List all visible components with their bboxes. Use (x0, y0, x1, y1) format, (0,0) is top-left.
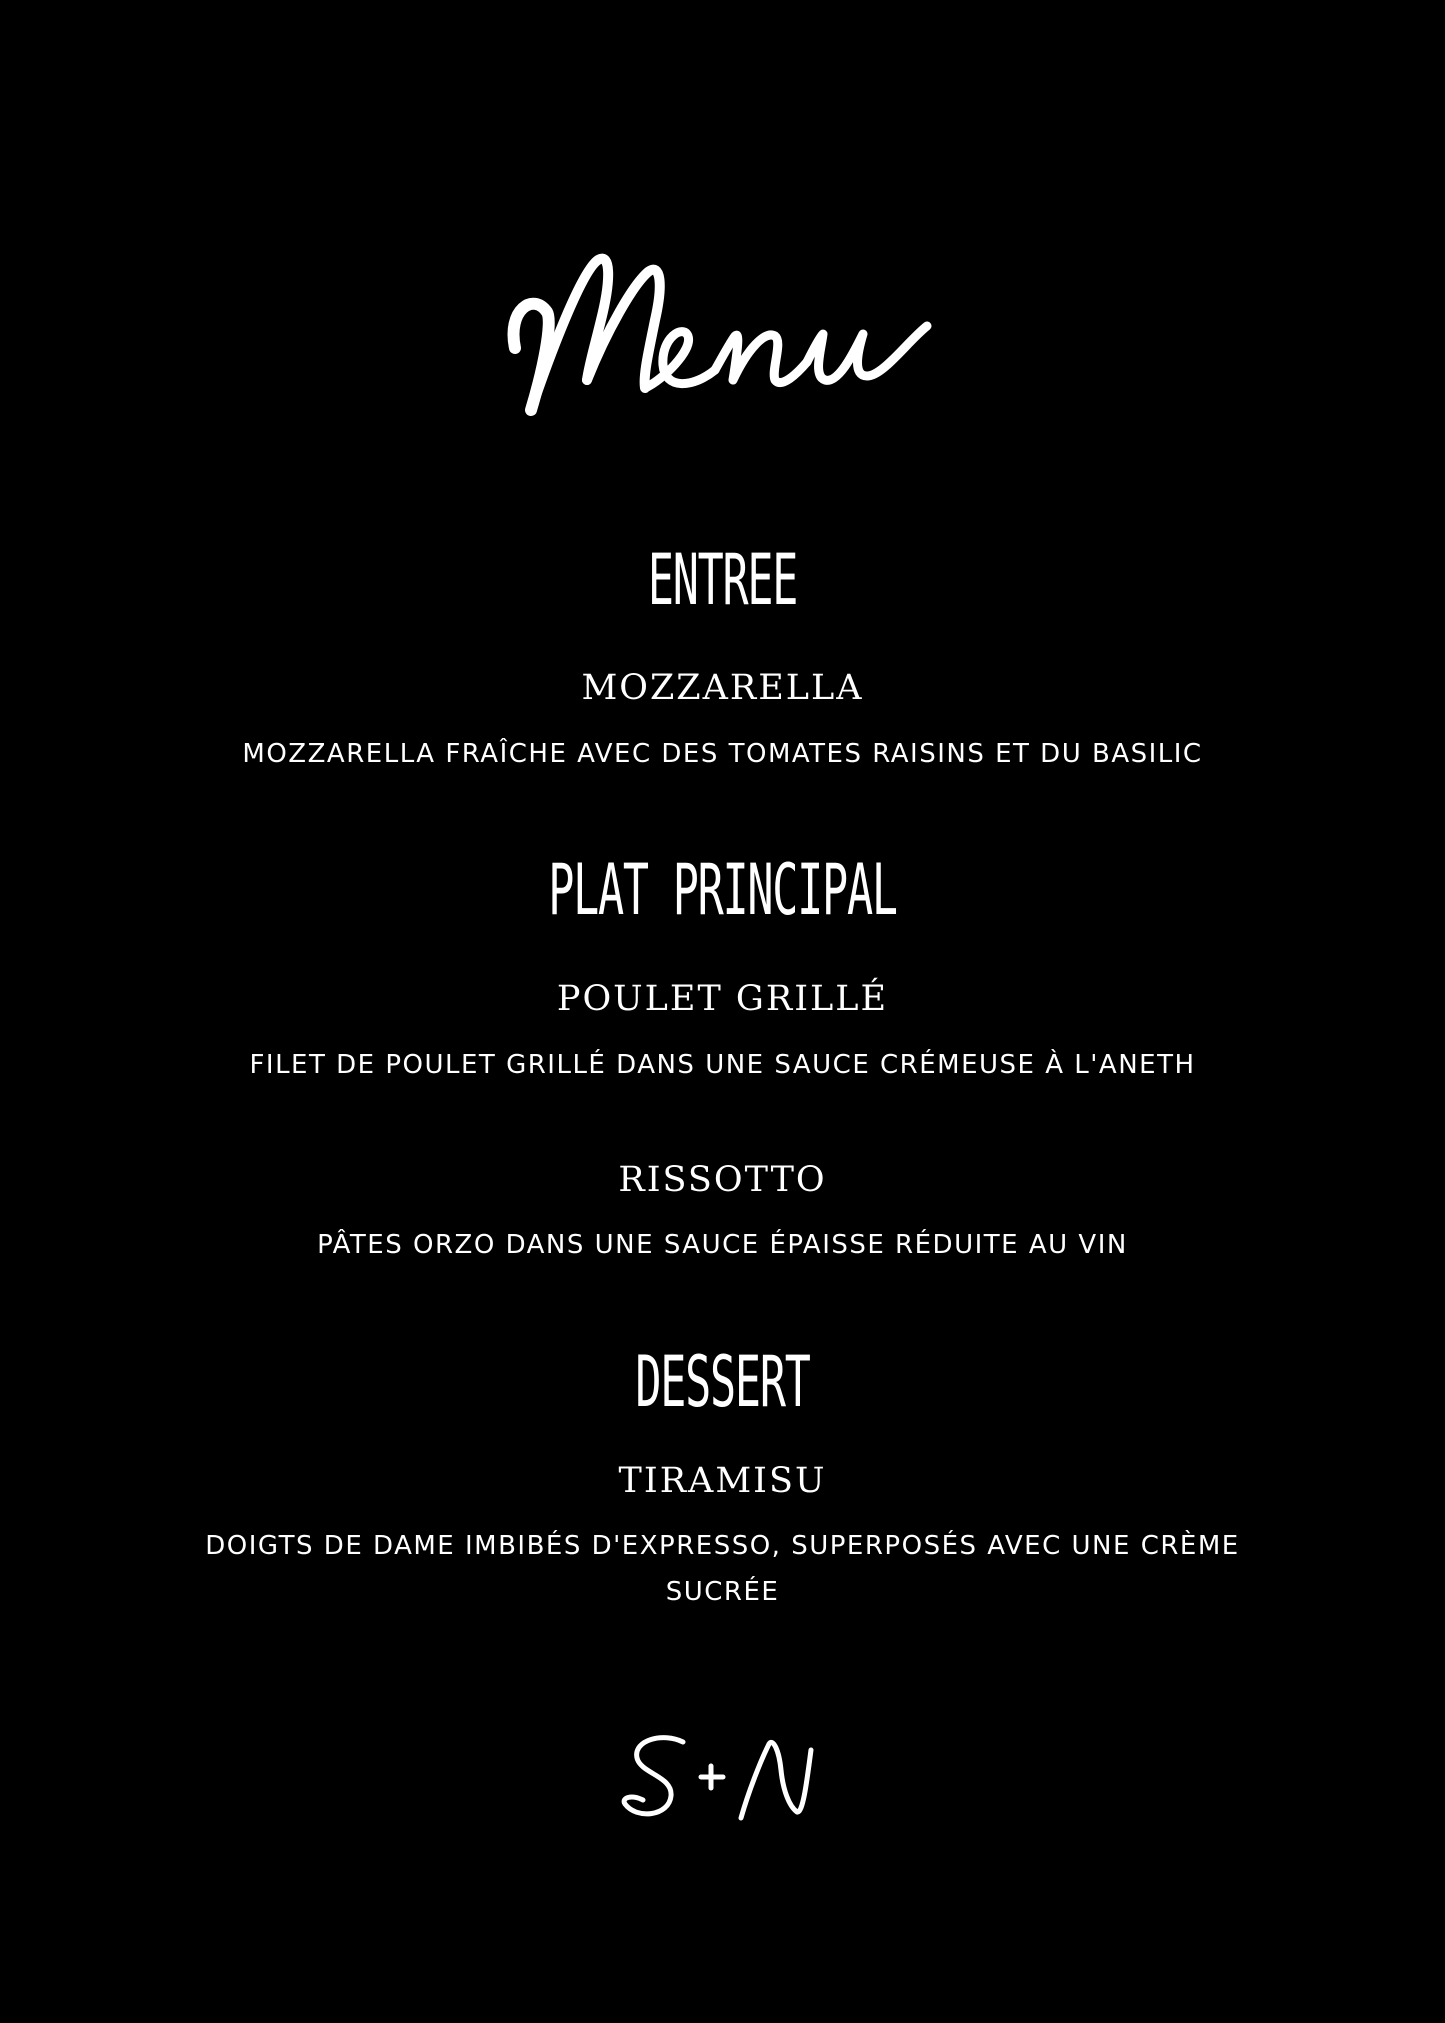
dish-name-poulet-grille: POULET GRILLÉ (556, 979, 889, 1019)
dish-description-mozzarella: MOZZARELLA FRAÎCHE AVEC DES TOMATES RAISINS ET DU BASILIC (242, 739, 1203, 769)
dish-description-rissotto: PÂTES ORZO DANS UNE SAUCE ÉPAISSE RÉDUITE AU VIN (317, 1230, 1128, 1260)
dish-description-poulet-grille: FILET DE POULET GRILLÉ DANS UNE SAUCE CRÉMEUSE À L'ANETH (249, 1050, 1196, 1080)
menu-title-script (0, 230, 1445, 460)
dish-description-tiramisu: DOIGTS DE DAME IMBIBÉS D'EXPRESSO, SUPERPOSÉS AVEC UNE CRÈME SUCRÉE (205, 1531, 1240, 1607)
section-heading-dessert: DESSERT (635, 1341, 810, 1423)
dish-name-rissotto: RISSOTTO (618, 1160, 827, 1200)
dish-name-mozzarella: MOZZARELLA (581, 668, 864, 708)
menu-title-lettering (503, 230, 943, 430)
dish-name-tiramisu: TIRAMISU (618, 1461, 827, 1501)
signature-lettering (613, 1730, 833, 1830)
section-heading-entree: ENTREE (647, 539, 798, 621)
section-heading-plat-principal: PLAT PRINCIPAL (548, 849, 897, 931)
signature-monogram (0, 1730, 1445, 1850)
